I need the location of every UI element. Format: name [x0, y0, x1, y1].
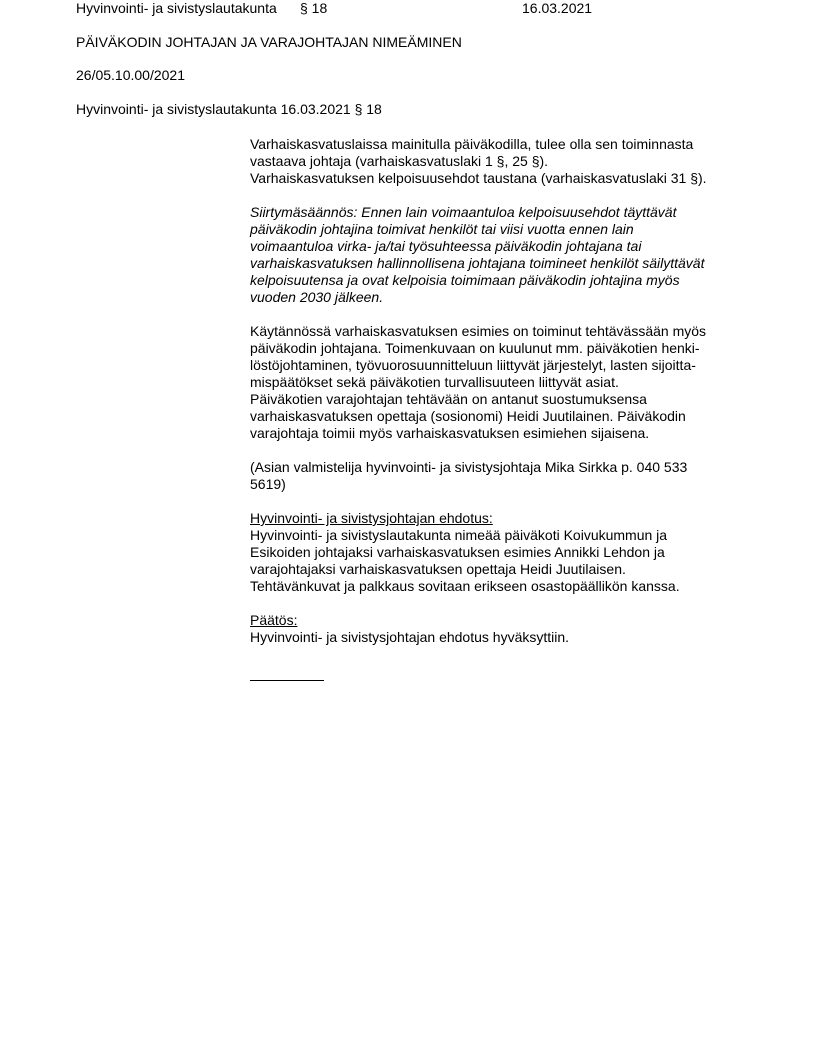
text-line: mispäätökset sekä päiväkotien turvallisuuteen liittyvät asiat. — [250, 374, 619, 390]
header-date: 16.03.2021 — [522, 0, 593, 16]
text-line: Esikoiden johtajaksi varhaiskasvatuksen esimies Annikki Lehdon ja — [250, 544, 665, 560]
text-line: varajohtaja toimii myös varhaiskasvatuksen esimiehen sijaisena. — [250, 425, 650, 441]
text-line: varhaiskasvatuksen hallinnollisena johtajana toimineet henkilöt säilyttävät — [250, 255, 705, 271]
text-line: voimaantuloa virka- ja/tai työsuhteessa päiväkodin johtajana tai — [250, 238, 642, 254]
paragraph-legal-basis — [250, 136, 770, 187]
text-line: varhaiskasvatuksen opettaja (sosionomi) Heidi Juutilainen. Päiväkodin — [250, 408, 686, 424]
text-line: kelpoisuutensa ja ovat kelpoisia toimimaan päiväkodin johtajina myös — [250, 272, 680, 288]
text-line: (Asian valmistelija hyvinvointi- ja sivistysjohtaja Mika Sirkka p. 040 533 — [250, 459, 688, 475]
paragraph-practice — [250, 323, 770, 442]
text-line: päiväkodin johtajina toimivat henkilöt tai viisi vuotta ennen lain — [250, 221, 634, 237]
text-line: varajohtajaksi varhaiskasvatuksen opettaja Heidi Juutilaisen. — [250, 561, 626, 577]
paragraph-transition-provision — [250, 204, 770, 306]
decision-heading: Päätös: — [250, 612, 298, 628]
text-line: Siirtymäsäännös: Ennen lain voimaantuloa kelpoisuusehdot täyttävät — [250, 204, 677, 220]
paragraph-preparer — [250, 459, 770, 493]
text-line: vuoden 2030 jälkeen. — [250, 289, 384, 305]
proposal-heading: Hyvinvointi- ja sivistysjohtajan ehdotus: — [250, 510, 493, 526]
document-body — [250, 136, 770, 681]
text-line: Varhaiskasvatuksen kelpoisuusehdot taustana (varhaiskasvatuslaki 31 §). — [250, 170, 707, 186]
decision-text: Hyvinvointi- ja sivistysjohtajan ehdotus hyväksyttiin. — [250, 629, 570, 645]
meeting-reference: Hyvinvointi- ja sivistyslautakunta 16.03.2021 § 18 — [76, 101, 382, 117]
paragraph-proposal — [250, 510, 770, 595]
text-line: löstöjohtaminen, työvuorosuunnitteluun liittyvät järjestelyt, lasten sijoitta- — [250, 357, 696, 373]
signature-line — [250, 663, 324, 681]
document-number: 26/05.10.00/2021 — [76, 67, 185, 83]
text-line: Käytännössä varhaiskasvatuksen esimies on toiminut tehtävässään myös — [250, 323, 707, 339]
text-line: Varhaiskasvatuslaissa mainitulla päiväkodilla, tulee olla sen toiminnasta — [250, 136, 694, 152]
text-line: 5619) — [250, 476, 286, 492]
document-title: PÄIVÄKODIN JOHTAJAN JA VARAJOHTAJAN NIMEÄMINEN — [76, 34, 462, 50]
header-board: Hyvinvointi- ja sivistyslautakunta — [76, 0, 277, 16]
text-line: Päiväkotien varajohtajan tehtävään on antanut suostumuksensa — [250, 391, 647, 407]
paragraph-decision — [250, 612, 770, 646]
text-line: päiväkodin johtajana. Toimenkuvaan on kuulunut mm. päiväkotien henki- — [250, 340, 700, 356]
header-section: § 18 — [300, 0, 328, 16]
text-line: vastaava johtaja (varhaiskasvatuslaki 1 §, 25 §). — [250, 153, 549, 169]
text-line: Hyvinvointi- ja sivistyslautakunta nimeää päiväkoti Koivukummun ja — [250, 527, 668, 543]
text-line: Tehtävänkuvat ja palkkaus sovitaan erikseen osastopäällikön kanssa. — [250, 578, 680, 594]
